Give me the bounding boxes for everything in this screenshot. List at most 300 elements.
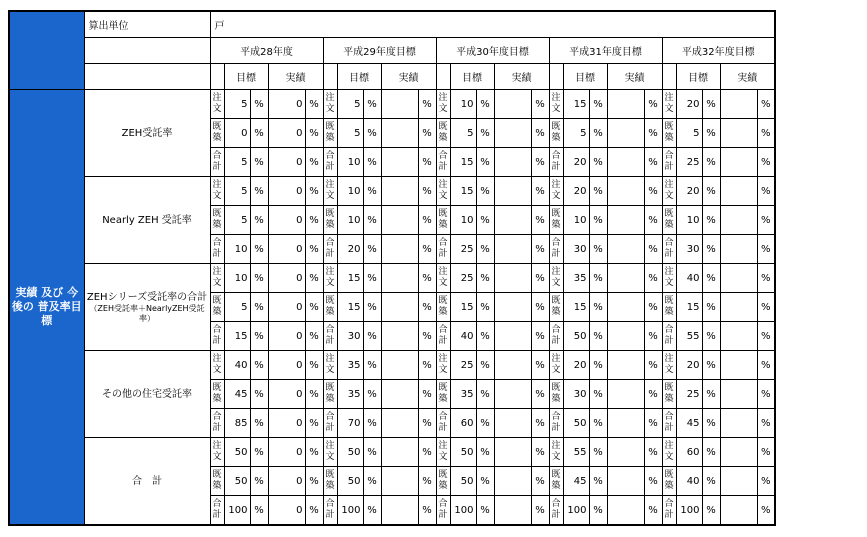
- row-kind-label: 合計: [323, 235, 337, 264]
- row-kind-label: 合計: [549, 148, 563, 177]
- actual-percent-sign: %: [644, 438, 662, 467]
- actual-percent-sign: %: [305, 235, 323, 264]
- target-value: 25: [450, 235, 476, 264]
- row-kind-label: 既築: [323, 467, 337, 496]
- target-value: 20: [676, 351, 702, 380]
- row-kind-label: 注文: [436, 264, 450, 293]
- actual-percent-sign: %: [757, 322, 775, 351]
- actual-percent-sign: %: [644, 148, 662, 177]
- target-percent-sign: %: [702, 119, 720, 148]
- target-percent-sign: %: [476, 380, 494, 409]
- table-row: [9, 351, 775, 380]
- row-kind-label: 合計: [323, 409, 337, 438]
- target-percent-sign: %: [363, 90, 381, 119]
- target-value: 10: [224, 235, 250, 264]
- row-kind-label: 合計: [549, 322, 563, 351]
- target-percent-sign: %: [476, 177, 494, 206]
- actual-percent-sign: %: [531, 206, 549, 235]
- target-percent-sign: %: [476, 351, 494, 380]
- target-value: 20: [563, 177, 589, 206]
- target-percent-sign: %: [250, 438, 268, 467]
- target-percent-sign: %: [702, 90, 720, 119]
- row-kind-label: 合計: [436, 148, 450, 177]
- target-percent-sign: %: [476, 206, 494, 235]
- target-header: 目標: [337, 64, 381, 90]
- actual-value: 0: [268, 148, 305, 177]
- actual-percent-sign: %: [305, 177, 323, 206]
- target-percent-sign: %: [476, 467, 494, 496]
- target-value: 15: [450, 177, 476, 206]
- actual-percent-sign: %: [305, 467, 323, 496]
- actual-percent-sign: %: [418, 148, 436, 177]
- target-percent-sign: %: [363, 496, 381, 526]
- actual-percent-sign: %: [418, 351, 436, 380]
- kind-header-blank: [436, 64, 450, 90]
- actual-header: 実績: [268, 64, 323, 90]
- row-kind-label: 合計: [210, 409, 224, 438]
- actual-value: 0: [268, 293, 305, 322]
- actual-value: [607, 148, 644, 177]
- actual-header: 実績: [494, 64, 549, 90]
- kind-header-blank: [662, 64, 676, 90]
- target-percent-sign: %: [702, 409, 720, 438]
- category-name: [84, 177, 210, 264]
- target-percent-sign: %: [702, 467, 720, 496]
- row-kind-label: 合計: [662, 409, 676, 438]
- row-kind-label: 注文: [436, 90, 450, 119]
- category-title: ZEHシリーズ受託率の合計: [86, 291, 208, 303]
- row-kind-label: 合計: [323, 148, 337, 177]
- kind-header-blank: [210, 64, 224, 90]
- actual-value: 0: [268, 119, 305, 148]
- row-kind-label: 注文: [210, 90, 224, 119]
- actual-value: [381, 235, 418, 264]
- actual-percent-sign: %: [531, 90, 549, 119]
- row-kind-label: 注文: [323, 90, 337, 119]
- row-kind-label: 合計: [210, 235, 224, 264]
- actual-percent-sign: %: [757, 90, 775, 119]
- target-percent-sign: %: [363, 177, 381, 206]
- row-kind-label: 既築: [210, 467, 224, 496]
- actual-percent-sign: %: [305, 322, 323, 351]
- actual-value: [607, 496, 644, 526]
- actual-percent-sign: %: [305, 380, 323, 409]
- actual-value: [381, 90, 418, 119]
- actual-percent-sign: %: [531, 380, 549, 409]
- target-value: 10: [224, 264, 250, 293]
- actual-value: [607, 351, 644, 380]
- target-value: 25: [676, 148, 702, 177]
- actual-value: [720, 206, 757, 235]
- target-value: 70: [337, 409, 363, 438]
- target-percent-sign: %: [250, 322, 268, 351]
- target-percent-sign: %: [476, 293, 494, 322]
- target-percent-sign: %: [589, 496, 607, 526]
- row-kind-label: 注文: [549, 351, 563, 380]
- target-value: 35: [337, 380, 363, 409]
- actual-value: [607, 380, 644, 409]
- target-percent-sign: %: [363, 380, 381, 409]
- actual-header: 実績: [720, 64, 775, 90]
- target-percent-sign: %: [476, 148, 494, 177]
- actual-value: [381, 293, 418, 322]
- actual-value: [720, 90, 757, 119]
- actual-value: [720, 467, 757, 496]
- row-kind-label: 既築: [436, 467, 450, 496]
- actual-percent-sign: %: [757, 409, 775, 438]
- target-value: 20: [676, 90, 702, 119]
- actual-percent-sign: %: [757, 119, 775, 148]
- actual-value: [381, 467, 418, 496]
- target-value: 35: [563, 264, 589, 293]
- target-value: 5: [337, 90, 363, 119]
- actual-value: [720, 235, 757, 264]
- target-value: 5: [224, 90, 250, 119]
- target-value: 25: [676, 380, 702, 409]
- row-kind-label: 既築: [210, 380, 224, 409]
- row-kind-label: 合計: [210, 322, 224, 351]
- target-percent-sign: %: [476, 264, 494, 293]
- actual-value: [494, 351, 531, 380]
- target-value: 45: [676, 409, 702, 438]
- target-percent-sign: %: [476, 119, 494, 148]
- target-percent-sign: %: [702, 264, 720, 293]
- actual-percent-sign: %: [757, 148, 775, 177]
- target-percent-sign: %: [589, 351, 607, 380]
- row-kind-label: 既築: [210, 293, 224, 322]
- row-kind-label: 合計: [662, 322, 676, 351]
- row-kind-label: 合計: [549, 235, 563, 264]
- target-percent-sign: %: [476, 409, 494, 438]
- year-header-blank: [84, 38, 210, 64]
- target-percent-sign: %: [250, 380, 268, 409]
- actual-value: 0: [268, 496, 305, 526]
- actual-percent-sign: %: [418, 293, 436, 322]
- actual-percent-sign: %: [531, 351, 549, 380]
- target-percent-sign: %: [589, 467, 607, 496]
- target-value: 40: [224, 351, 250, 380]
- target-percent-sign: %: [250, 409, 268, 438]
- row-kind-label: 既築: [662, 467, 676, 496]
- actual-percent-sign: %: [531, 293, 549, 322]
- target-header: 目標: [450, 64, 494, 90]
- target-value: 50: [450, 467, 476, 496]
- target-value: 50: [563, 322, 589, 351]
- actual-value: [607, 467, 644, 496]
- target-header: 目標: [563, 64, 607, 90]
- target-percent-sign: %: [363, 148, 381, 177]
- actual-percent-sign: %: [531, 264, 549, 293]
- actual-value: [494, 264, 531, 293]
- actual-value: [381, 206, 418, 235]
- actual-value: [381, 409, 418, 438]
- actual-percent-sign: %: [305, 264, 323, 293]
- actual-value: [720, 119, 757, 148]
- year-header-0: 平成28年度: [210, 38, 323, 64]
- target-value: 5: [676, 119, 702, 148]
- table-row: [9, 438, 775, 467]
- year-header-row: [9, 38, 775, 64]
- actual-value: [494, 119, 531, 148]
- actual-percent-sign: %: [644, 467, 662, 496]
- row-kind-label: 既築: [662, 293, 676, 322]
- ta-header-blank: [84, 64, 210, 90]
- category-title: Nearly ZEH 受託率: [102, 214, 192, 226]
- actual-value: 0: [268, 264, 305, 293]
- actual-value: [607, 90, 644, 119]
- target-value: 5: [450, 119, 476, 148]
- actual-value: [720, 380, 757, 409]
- target-value: 15: [563, 90, 589, 119]
- actual-value: [720, 264, 757, 293]
- target-value: 25: [450, 351, 476, 380]
- target-percent-sign: %: [702, 438, 720, 467]
- actual-value: [381, 438, 418, 467]
- category-title: その他の住宅受託率: [102, 388, 192, 400]
- left-label: 実績 及び 今後の 普及率目標: [9, 90, 84, 526]
- target-value: 0: [224, 119, 250, 148]
- actual-percent-sign: %: [531, 409, 549, 438]
- actual-value: [720, 351, 757, 380]
- actual-percent-sign: %: [757, 235, 775, 264]
- target-value: 60: [676, 438, 702, 467]
- actual-value: [494, 177, 531, 206]
- target-percent-sign: %: [702, 380, 720, 409]
- actual-value: [381, 380, 418, 409]
- actual-percent-sign: %: [757, 467, 775, 496]
- target-value: 10: [563, 206, 589, 235]
- target-percent-sign: %: [250, 496, 268, 526]
- actual-value: [607, 177, 644, 206]
- actual-value: [720, 177, 757, 206]
- target-percent-sign: %: [589, 235, 607, 264]
- actual-value: [720, 148, 757, 177]
- actual-percent-sign: %: [757, 438, 775, 467]
- target-value: 15: [676, 293, 702, 322]
- target-value: 15: [563, 293, 589, 322]
- row-kind-label: 注文: [436, 177, 450, 206]
- actual-percent-sign: %: [531, 235, 549, 264]
- actual-value: [381, 322, 418, 351]
- target-percent-sign: %: [589, 293, 607, 322]
- row-kind-label: 合計: [549, 409, 563, 438]
- target-percent-sign: %: [250, 467, 268, 496]
- actual-percent-sign: %: [531, 467, 549, 496]
- category-name: [84, 438, 210, 526]
- target-percent-sign: %: [702, 177, 720, 206]
- target-value: 55: [676, 322, 702, 351]
- actual-percent-sign: %: [418, 119, 436, 148]
- actual-percent-sign: %: [305, 293, 323, 322]
- target-header: 目標: [676, 64, 720, 90]
- target-value: 5: [224, 206, 250, 235]
- actual-percent-sign: %: [531, 119, 549, 148]
- actual-percent-sign: %: [757, 293, 775, 322]
- target-percent-sign: %: [702, 293, 720, 322]
- target-percent-sign: %: [363, 264, 381, 293]
- target-percent-sign: %: [250, 119, 268, 148]
- row-kind-label: 合計: [662, 496, 676, 526]
- actual-percent-sign: %: [644, 90, 662, 119]
- target-percent-sign: %: [250, 235, 268, 264]
- actual-percent-sign: %: [305, 409, 323, 438]
- row-kind-label: 注文: [210, 351, 224, 380]
- row-kind-label: 注文: [549, 90, 563, 119]
- row-kind-label: 既築: [210, 206, 224, 235]
- row-kind-label: 既築: [436, 119, 450, 148]
- target-value: 10: [337, 177, 363, 206]
- actual-percent-sign: %: [531, 322, 549, 351]
- target-value: 10: [450, 206, 476, 235]
- actual-percent-sign: %: [418, 496, 436, 526]
- actual-percent-sign: %: [305, 351, 323, 380]
- actual-percent-sign: %: [644, 322, 662, 351]
- target-value: 15: [337, 293, 363, 322]
- row-kind-label: 既築: [549, 380, 563, 409]
- row-kind-label: 注文: [662, 264, 676, 293]
- target-percent-sign: %: [589, 409, 607, 438]
- row-kind-label: 注文: [323, 264, 337, 293]
- actual-percent-sign: %: [418, 322, 436, 351]
- actual-percent-sign: %: [418, 380, 436, 409]
- actual-percent-sign: %: [757, 380, 775, 409]
- row-kind-label: 既築: [323, 293, 337, 322]
- category-name: [84, 264, 210, 351]
- row-kind-label: 注文: [210, 438, 224, 467]
- row-kind-label: 既築: [549, 293, 563, 322]
- target-value: 30: [676, 235, 702, 264]
- row-kind-label: 合計: [323, 496, 337, 526]
- actual-percent-sign: %: [305, 148, 323, 177]
- target-value: 5: [224, 177, 250, 206]
- actual-percent-sign: %: [418, 467, 436, 496]
- target-percent-sign: %: [589, 264, 607, 293]
- target-value: 20: [563, 351, 589, 380]
- actual-percent-sign: %: [644, 409, 662, 438]
- actual-value: [381, 177, 418, 206]
- row-kind-label: 合計: [662, 235, 676, 264]
- actual-percent-sign: %: [418, 235, 436, 264]
- target-percent-sign: %: [363, 351, 381, 380]
- actual-value: [494, 380, 531, 409]
- row-kind-label: 既築: [323, 206, 337, 235]
- target-value: 100: [563, 496, 589, 526]
- actual-value: [494, 90, 531, 119]
- actual-value: [494, 496, 531, 526]
- actual-percent-sign: %: [418, 264, 436, 293]
- row-kind-label: 既築: [549, 206, 563, 235]
- actual-value: [381, 264, 418, 293]
- actual-value: [494, 322, 531, 351]
- target-value: 85: [224, 409, 250, 438]
- unit-label: 算出単位: [84, 11, 210, 38]
- target-value: 55: [563, 438, 589, 467]
- target-percent-sign: %: [476, 496, 494, 526]
- target-percent-sign: %: [250, 206, 268, 235]
- target-percent-sign: %: [363, 206, 381, 235]
- target-value: 40: [676, 264, 702, 293]
- target-value: 20: [676, 177, 702, 206]
- row-kind-label: 注文: [662, 351, 676, 380]
- target-percent-sign: %: [250, 293, 268, 322]
- actual-value: 0: [268, 177, 305, 206]
- actual-header: 実績: [381, 64, 436, 90]
- left-blank-top: [9, 11, 84, 90]
- actual-percent-sign: %: [644, 119, 662, 148]
- actual-percent-sign: %: [644, 380, 662, 409]
- actual-percent-sign: %: [644, 177, 662, 206]
- target-percent-sign: %: [363, 438, 381, 467]
- actual-value: 0: [268, 467, 305, 496]
- actual-value: [720, 438, 757, 467]
- target-value: 45: [563, 467, 589, 496]
- target-value: 30: [337, 322, 363, 351]
- row-kind-label: 合計: [323, 322, 337, 351]
- target-value: 15: [450, 148, 476, 177]
- actual-value: [494, 148, 531, 177]
- year-header-3: 平成31年度目標: [549, 38, 662, 64]
- row-kind-label: 合計: [210, 496, 224, 526]
- actual-percent-sign: %: [418, 90, 436, 119]
- actual-percent-sign: %: [531, 496, 549, 526]
- row-kind-label: 既築: [662, 380, 676, 409]
- actual-value: 0: [268, 206, 305, 235]
- target-percent-sign: %: [363, 322, 381, 351]
- target-percent-sign: %: [702, 235, 720, 264]
- target-value: 50: [563, 409, 589, 438]
- actual-value: [494, 206, 531, 235]
- actual-value: [381, 148, 418, 177]
- actual-percent-sign: %: [305, 496, 323, 526]
- actual-value: [607, 409, 644, 438]
- row-kind-label: 既築: [323, 119, 337, 148]
- target-value: 60: [450, 409, 476, 438]
- target-value: 20: [337, 235, 363, 264]
- row-kind-label: 既築: [436, 380, 450, 409]
- target-value: 20: [563, 148, 589, 177]
- actual-percent-sign: %: [531, 177, 549, 206]
- actual-value: [607, 206, 644, 235]
- target-percent-sign: %: [589, 438, 607, 467]
- row-kind-label: 既築: [436, 206, 450, 235]
- row-kind-label: 注文: [210, 177, 224, 206]
- target-value: 15: [337, 264, 363, 293]
- row-kind-label: 既築: [549, 119, 563, 148]
- target-value: 45: [224, 380, 250, 409]
- actual-value: [494, 409, 531, 438]
- category-title: ZEH受託率: [121, 127, 173, 139]
- actual-percent-sign: %: [757, 177, 775, 206]
- row-kind-label: 合計: [436, 409, 450, 438]
- actual-percent-sign: %: [418, 206, 436, 235]
- target-value: 40: [676, 467, 702, 496]
- actual-value: [494, 467, 531, 496]
- target-value: 10: [450, 90, 476, 119]
- actual-percent-sign: %: [757, 351, 775, 380]
- target-value: 5: [224, 293, 250, 322]
- actual-value: [607, 119, 644, 148]
- actual-percent-sign: %: [305, 119, 323, 148]
- target-percent-sign: %: [589, 380, 607, 409]
- target-value: 50: [337, 467, 363, 496]
- row-kind-label: 注文: [662, 438, 676, 467]
- target-value: 25: [450, 264, 476, 293]
- actual-value: [607, 235, 644, 264]
- actual-value: 0: [268, 90, 305, 119]
- actual-percent-sign: %: [305, 90, 323, 119]
- target-percent-sign: %: [250, 264, 268, 293]
- unit-row: [9, 11, 775, 38]
